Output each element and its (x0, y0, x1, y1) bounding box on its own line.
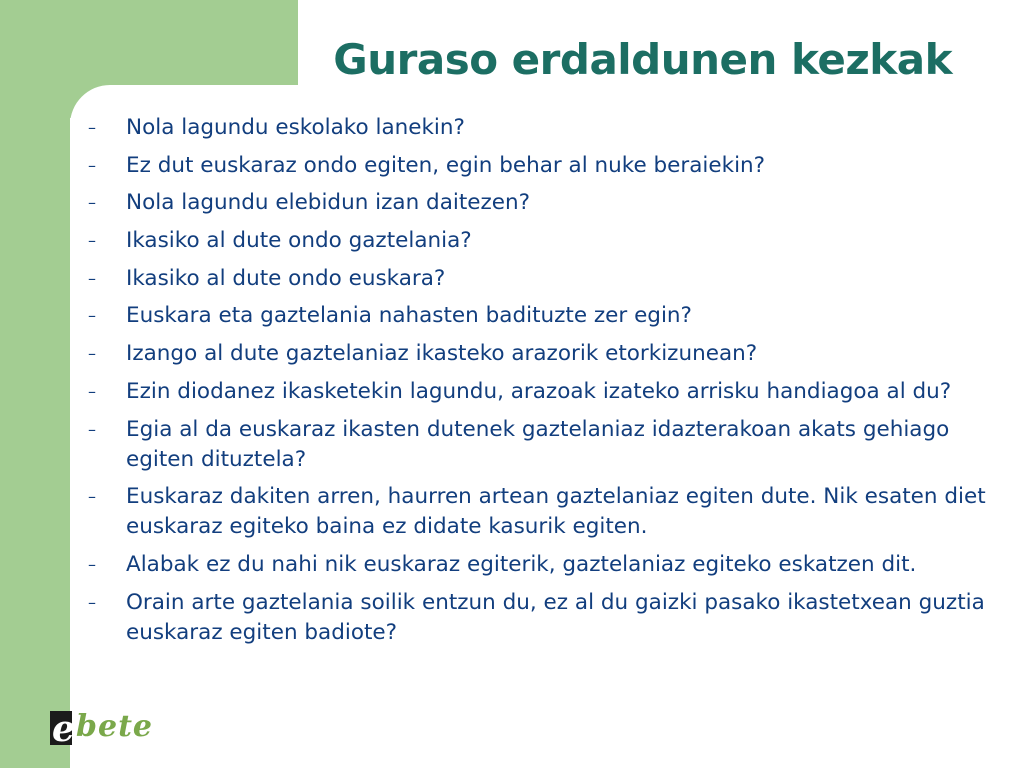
bullet-item (70, 339, 990, 369)
bullet-dash: – (88, 487, 96, 507)
bullet-item (70, 151, 990, 181)
logo-mark (50, 708, 75, 750)
bullet-item (70, 301, 990, 331)
logo-first-letter: e (52, 708, 75, 750)
bullet-list (70, 113, 990, 655)
bullet-text: Nola lagundu eskolako lanekin? (126, 115, 465, 140)
bullet-dash: – (88, 268, 96, 288)
bullet-text: Ez dut euskaraz ondo egiten, egin behar al nuke beraiekin? (126, 152, 766, 178)
bullet-dash: – (88, 231, 96, 251)
bullet-dash: – (88, 554, 96, 574)
bullet-item (70, 415, 990, 475)
bullet-dash: – (88, 193, 96, 213)
bullet-text: Ezin diodanez ikasketekin lagundu, arazoak izateko arrisku handiagoa al du? (126, 378, 952, 404)
bullet-item (70, 377, 990, 407)
bullet-dash: – (88, 118, 96, 137)
bullet-item (70, 588, 990, 648)
bullet-text: Izango al dute gaztelaniaz ikasteko arazorik etorkizunean? (126, 341, 758, 367)
bullet-item (70, 188, 990, 218)
slide-title: Guraso erdaldunen kezkak (333, 35, 952, 84)
bullet-dash: – (88, 155, 96, 175)
bullet-item (70, 264, 990, 294)
bullet-item (70, 550, 990, 580)
bullet-item (70, 113, 990, 143)
bullet-dash: – (88, 592, 96, 612)
bullet-text: Euskara eta gaztelania nahasten badituzte zer egin? (126, 303, 692, 329)
bullet-dash: – (88, 306, 96, 326)
bullet-item (70, 482, 990, 542)
bullet-text: Alabak ez du nahi nik euskaraz egiterik, gaztelaniaz egiteko eskatzen dit. (126, 551, 917, 577)
bullet-dash: – (88, 381, 96, 401)
bullet-text: Ikasiko al dute ondo gaztelania? (126, 228, 472, 254)
bullet-text: Euskaraz dakiten arren, haurren artean gaztelaniaz egiten dute. Nik esaten diet euskaraz egiteko baina ez didate kasurik egiten. (126, 484, 986, 540)
ebete-logo (50, 705, 160, 750)
bullet-text: Nola lagundu elebidun izan daitezen? (126, 190, 531, 216)
bullet-text: Ikasiko al dute ondo euskara? (126, 265, 446, 291)
bullet-text: Orain arte gaztelania soilik entzun du, ez al du gaizki pasako ikastetxean guztia euskaraz egiten badiote? (126, 589, 985, 645)
bullet-item (70, 226, 990, 256)
bullet-text: Egia al da euskaraz ikasten dutenek gaztelaniaz idazterakoan akats gehiago egiten dituztela? (126, 416, 950, 472)
bullet-dash: – (88, 419, 96, 439)
bullet-dash: – (88, 344, 96, 364)
logo-wordmark: bete (76, 709, 154, 744)
